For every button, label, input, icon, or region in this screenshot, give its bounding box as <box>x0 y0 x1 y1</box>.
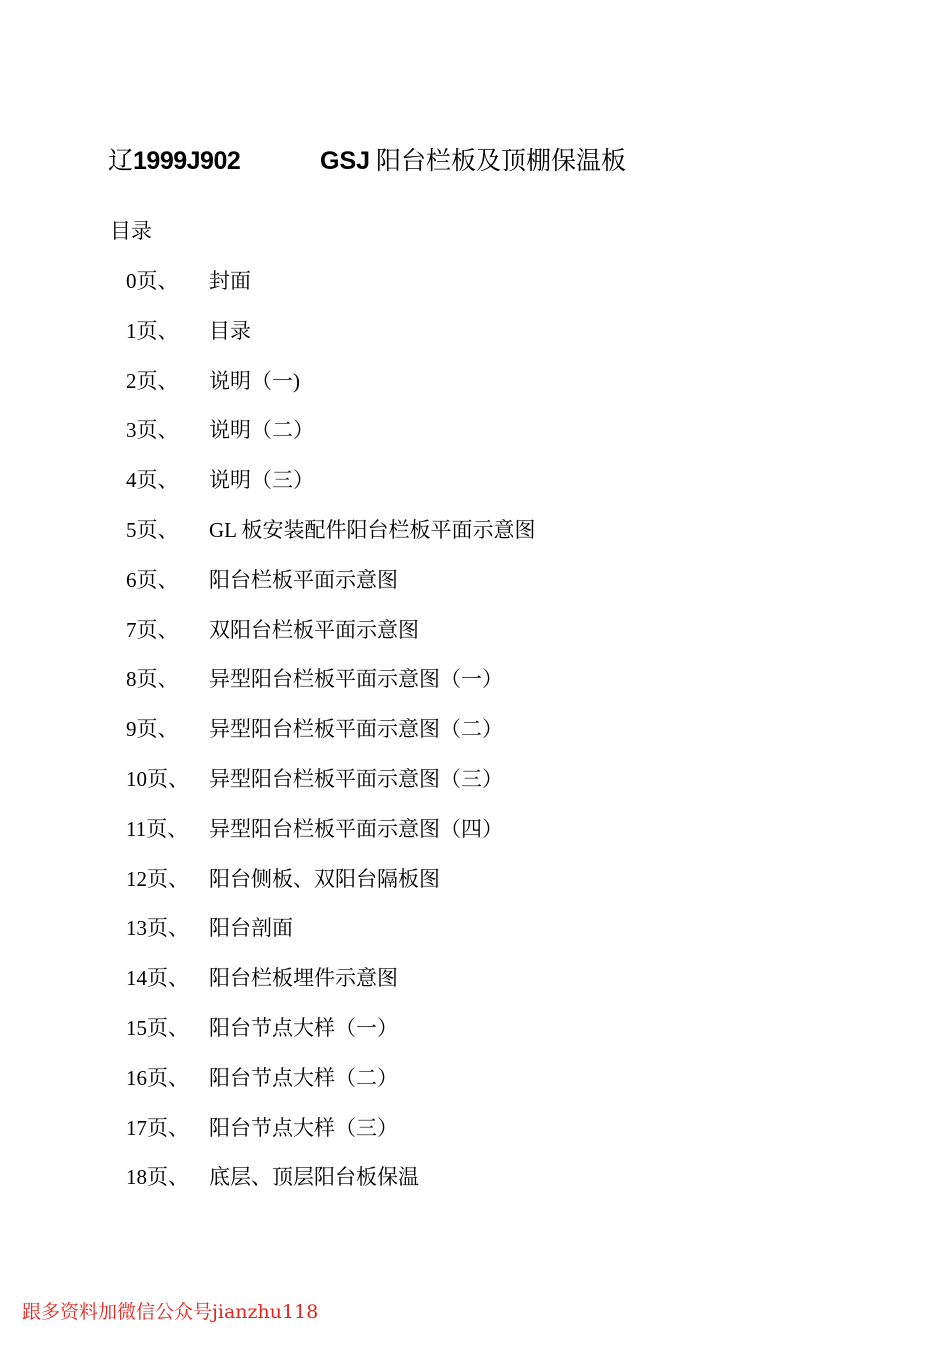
toc-page-number: 11页、 <box>126 816 189 841</box>
toc-page-number: 8页、 <box>126 667 179 692</box>
toc-entry-title: 阳台节点大样（一） <box>209 1015 398 1040</box>
toc-page-number: 15页、 <box>126 1015 189 1040</box>
toc-entry-title: 阳台栏板埋件示意图 <box>209 966 398 991</box>
toc-page-number: 10页、 <box>126 766 189 791</box>
footer-watermark: 跟多资料加微信公众号jianzhu118 <box>22 1301 319 1323</box>
product-series: GSJ <box>320 147 371 175</box>
toc-entry-title: 说明（二） <box>209 418 314 443</box>
toc-entry-title: 异型阳台栏板平面示意图（一） <box>209 667 503 692</box>
toc-page-number: 13页、 <box>126 916 189 941</box>
toc-heading: 目录 <box>110 219 152 243</box>
toc-page-number: 18页、 <box>126 1165 189 1190</box>
toc-entry-title: 阳台节点大样（二） <box>209 1065 398 1090</box>
toc-page-number: 14页、 <box>126 966 189 991</box>
toc-entry-title: 说明（一) <box>209 368 300 393</box>
document-name: 阳台栏板及顶棚保温板 <box>376 146 627 175</box>
standard-code: 1999J902 <box>133 147 241 175</box>
toc-entry-title: 异型阳台栏板平面示意图（二） <box>209 717 503 742</box>
toc-entry-title: 异型阳台栏板平面示意图（三） <box>209 766 503 791</box>
toc-entry-title: 阳台栏板平面示意图 <box>209 567 398 592</box>
toc-entry-title: 阳台侧板、双阳台隔板图 <box>209 866 440 891</box>
toc-entry-title: 底层、顶层阳台板保温 <box>209 1165 419 1190</box>
document-title <box>108 144 627 178</box>
toc-entry-title: 异型阳台栏板平面示意图（四） <box>209 816 503 841</box>
toc-entry-title: 阳台节点大样（三） <box>209 1115 398 1140</box>
toc-page-number: 9页、 <box>126 717 179 742</box>
toc-entry-title: GL 板安装配件阳台栏板平面示意图 <box>209 517 536 542</box>
toc-entry-title: 阳台剖面 <box>209 916 293 941</box>
toc-page-number: 3页、 <box>126 418 179 443</box>
toc-page-number: 6页、 <box>126 567 179 592</box>
toc-page-number: 17页、 <box>126 1115 189 1140</box>
toc-page-number: 12页、 <box>126 866 189 891</box>
toc-page-number: 2页、 <box>126 368 179 393</box>
toc-page-number: 1页、 <box>126 318 179 343</box>
toc-page-number: 5页、 <box>126 517 179 542</box>
standard-prefix: 辽 <box>108 146 134 175</box>
toc-entry-title: 目录 <box>209 318 251 343</box>
toc-page-number: 4页、 <box>126 468 179 493</box>
toc-entry-title: 说明（三） <box>209 468 314 493</box>
toc-entry-title: 封面 <box>209 269 251 293</box>
toc-page-number: 16页、 <box>126 1065 189 1090</box>
toc-entry-title: 双阳台栏板平面示意图 <box>209 617 419 642</box>
toc-page-number: 7页、 <box>126 617 179 642</box>
toc-page-number: 0页、 <box>126 269 179 293</box>
